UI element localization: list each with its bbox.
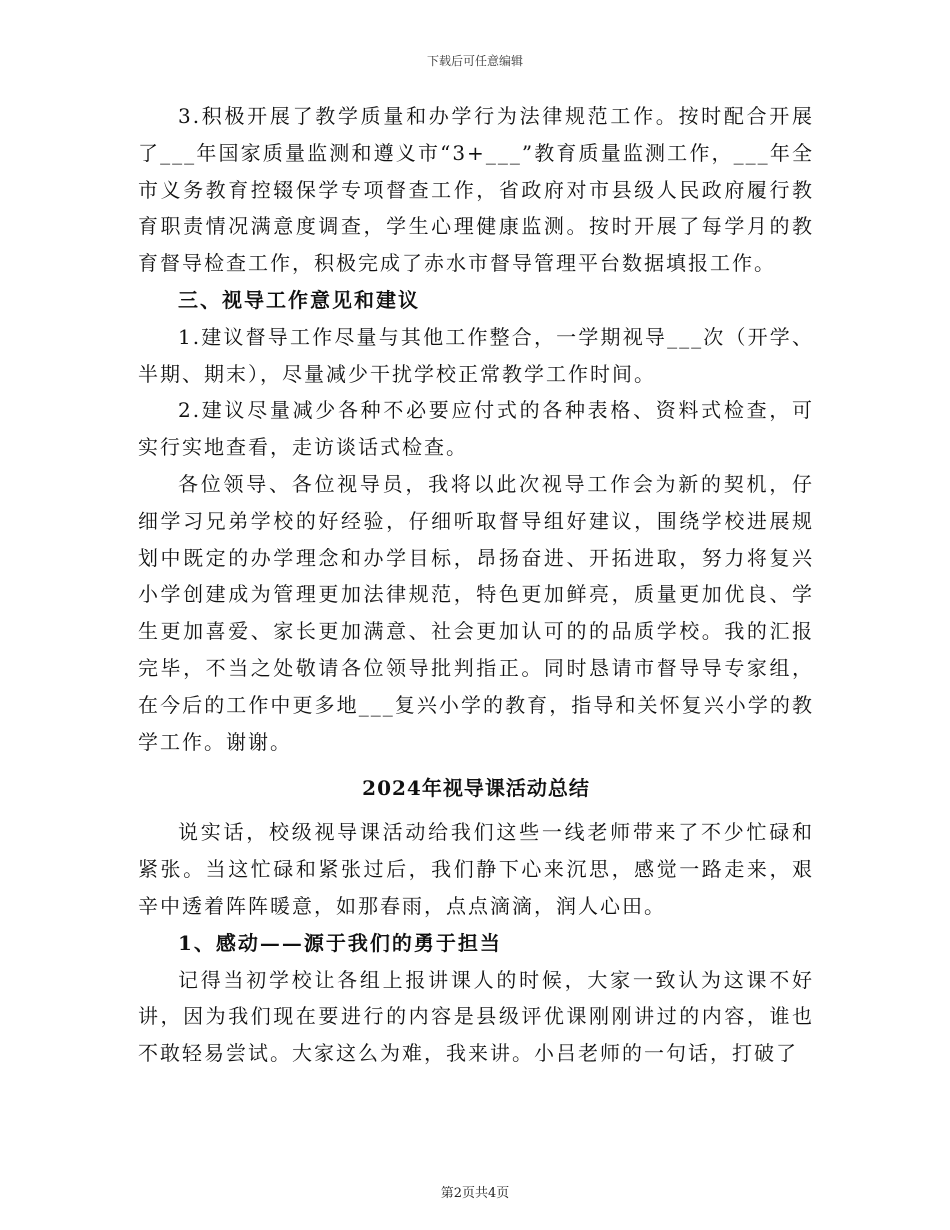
paragraph-suggestion-2: 2.建议尽量减少各种不必要应付式的各种表格、资料式检查，可实行实地查看，走访谈话式检查。: [138, 398, 814, 460]
paragraph-intro: 说实话，校级视导课活动给我们这些一线老师带来了不少忙碌和紧张。当这忙碌和紧张过后，我们静下心来沉思，感觉一路走来，艰辛中透着阵阵暖意，如那春雨，点点滴滴，润人心田。: [138, 820, 814, 918]
page-number: 第2页共4页: [440, 1186, 510, 1201]
page-header: 下载后可任意编辑: [426, 54, 523, 68]
section-heading-moved: 1、感动——源于我们的勇于担当: [178, 930, 502, 955]
paragraph-closing: 各位领导、各位视导员，我将以此次视导工作会为新的契机，仔细学习兄弟学校的好经验，仔细听取督导组好建议，围绕学校进展规划中既定的办学理念和办学目标，昂扬奋进、开拓进取，努力将复兴小学创建成为管理更加法律规范，特色更加鲜亮，质量更加优良、学生更加喜爱、家长更加满意、社会更加认可的的品质学校。我的汇报完毕，不当之处敬请各位领导批判指正。同时恳请市督导导专家组，在今后的工作中更多地___复兴小学的教育，指导和关怀复兴小学的教学工作。谢谢。: [138, 471, 814, 754]
section-heading-suggestions: 三、视导工作意见和建议: [178, 287, 420, 312]
paragraph-suggestion-1: 1.建议督导工作尽量与其他工作整合，一学期视导___次（开学、半期、期末），尽量减少干扰学校正常教学工作时间。: [138, 324, 814, 386]
paragraph-quality-work: 3.积极开展了教学质量和办学行为法律规范工作。按时配合开展了___年国家质量监测和遵义市“3+___”教育质量监测工作，___年全市义务教育控辍保学专项督查工作，省政府对市县级人民政府履行教育职责情况满意度调查，学生心理健康监测。按时开展了每学月的教育督导检查工作，积极完成了赤水市督导管理平台数据填报工作。: [138, 104, 814, 276]
article-title: 2024年视导课活动总结: [362, 776, 590, 801]
paragraph-memory: 记得当初学校让各组上报讲课人的时候，大家一致认为这课不好讲，因为我们现在要进行的内容是县级评优课刚刚讲过的内容，谁也不敢轻易尝试。大家这么为难，我来讲。小吕老师的一句话，打破了: [138, 967, 814, 1066]
document-body: [138, 98, 814, 1072]
